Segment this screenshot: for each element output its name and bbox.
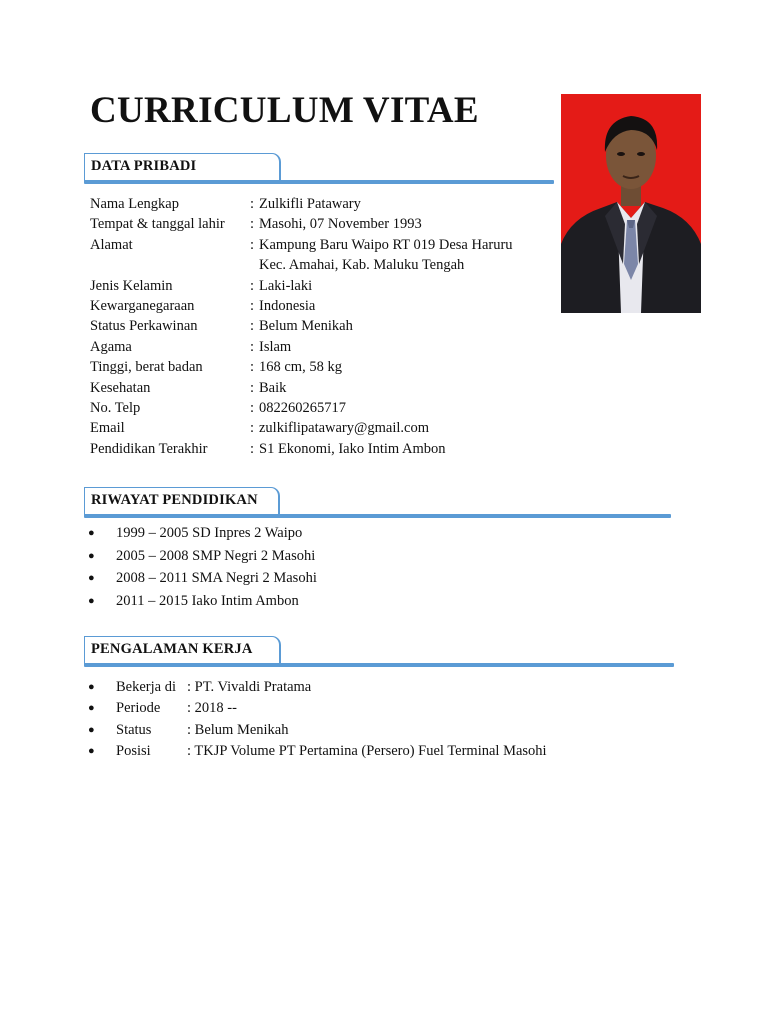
- list-item: [88, 568, 317, 591]
- row-value: Zulkifli Patawary: [259, 196, 361, 212]
- work-value: : TKJP Volume PT Pertamina (Persero) Fuel Terminal Masohi: [187, 743, 547, 760]
- personal-row-gender: [90, 276, 513, 296]
- profile-photo: [561, 94, 701, 313]
- row-colon: :: [250, 236, 255, 253]
- row-colon: :: [250, 359, 255, 376]
- row-value: S1 Ekonomi, Iako Intim Ambon: [259, 440, 446, 457]
- personal-row-education: [90, 439, 513, 459]
- row-colon: :: [250, 298, 255, 315]
- section-divider: [84, 514, 671, 518]
- row-value: Laki-laki: [259, 277, 313, 294]
- row-value: Indonesia: [259, 298, 316, 315]
- row-value: Kampung Baru Waipo RT 019 Desa Haruru: [259, 236, 513, 253]
- personal-row-nationality: [90, 296, 513, 316]
- personal-row-phone: [90, 398, 513, 418]
- row-label: Email: [90, 420, 125, 437]
- row-colon: :: [250, 196, 255, 212]
- section-divider: [84, 180, 554, 184]
- section-title-work: PENGALAMAN KERJA: [84, 636, 281, 664]
- row-value: Baik: [259, 379, 287, 396]
- personal-row-address: [90, 235, 513, 276]
- work-label: Posisi: [116, 743, 151, 760]
- list-item: [88, 523, 317, 546]
- list-item: [88, 677, 547, 698]
- section-divider: [84, 663, 674, 667]
- list-item: [88, 546, 317, 569]
- row-colon: :: [250, 216, 255, 233]
- education-entry: 2011 – 2015 Iako Intim Ambon: [116, 592, 299, 609]
- personal-row-religion: [90, 337, 513, 357]
- row-value: Masohi, 07 November 1993: [259, 216, 422, 233]
- row-value: Belum Menikah: [259, 318, 353, 335]
- personal-row-marital: [90, 316, 513, 336]
- row-label: Jenis Kelamin: [90, 277, 173, 294]
- bullet-icon: ●: [88, 681, 95, 693]
- row-colon: :: [250, 318, 255, 335]
- education-list: [88, 523, 317, 613]
- work-label: Status: [116, 721, 152, 738]
- row-label: Tinggi, berat badan: [90, 359, 203, 376]
- row-label: Pendidikan Terakhir: [90, 440, 208, 457]
- bullet-icon: ●: [88, 549, 95, 562]
- bullet-icon: ●: [88, 745, 95, 758]
- row-value: 168 cm, 58 kg: [259, 359, 342, 376]
- work-value: : PT. Vivaldi Pratama: [187, 679, 312, 695]
- row-value: zulkiflipatawary@gmail.com: [259, 420, 429, 437]
- list-item: [88, 591, 317, 614]
- row-colon: :: [250, 420, 255, 437]
- section-header-education: [84, 487, 671, 517]
- list-item: [88, 698, 547, 719]
- row-label: Nama Lengkap: [90, 196, 179, 212]
- list-item: [88, 720, 547, 741]
- work-label: Periode: [116, 700, 161, 717]
- bullet-icon: ●: [88, 527, 95, 539]
- row-colon: :: [250, 338, 255, 355]
- education-entry: 2008 – 2011 SMA Negri 2 Masohi: [116, 570, 317, 587]
- personal-row-email: [90, 418, 513, 438]
- work-value: : Belum Menikah: [187, 721, 289, 738]
- row-colon: :: [250, 379, 255, 396]
- row-value-continued: Kec. Amahai, Kab. Maluku Tengah: [259, 257, 465, 274]
- personal-row-name: [90, 194, 513, 214]
- section-title-personal: DATA PRIBADI: [84, 153, 281, 181]
- personal-data-list: [90, 194, 513, 459]
- row-colon: :: [250, 277, 255, 294]
- row-label: Tempat & tanggal lahir: [90, 216, 225, 233]
- document-title: CURRICULUM VITAE: [90, 90, 479, 131]
- section-header-personal: [84, 153, 554, 183]
- row-value: 082260265717: [259, 400, 346, 417]
- section-header-work: [84, 636, 674, 666]
- row-value: Islam: [259, 338, 292, 355]
- row-label: No. Telp: [90, 400, 141, 417]
- row-label: Agama: [90, 338, 132, 355]
- education-entry: 2005 – 2008 SMP Negri 2 Masohi: [116, 547, 316, 564]
- personal-row-height-weight: [90, 357, 513, 377]
- row-label: Alamat: [90, 236, 133, 253]
- education-entry: 1999 – 2005 SD Inpres 2 Waipo: [116, 525, 303, 541]
- bullet-icon: ●: [88, 594, 95, 607]
- row-label: Status Perkawinan: [90, 318, 198, 335]
- bullet-icon: ●: [88, 723, 95, 736]
- row-label: Kewarganegaraan: [90, 298, 195, 315]
- bullet-icon: ●: [88, 572, 95, 585]
- list-item: [88, 741, 547, 762]
- personal-row-birth: [90, 214, 513, 234]
- row-label: Kesehatan: [90, 379, 151, 396]
- row-colon: :: [250, 440, 255, 457]
- row-colon: :: [250, 400, 255, 417]
- work-label: Bekerja di: [116, 679, 176, 695]
- personal-row-health: [90, 378, 513, 398]
- work-experience-list: [88, 677, 547, 763]
- bullet-icon: ●: [88, 702, 95, 715]
- work-value: : 2018 --: [187, 700, 237, 717]
- section-title-education: RIWAYAT PENDIDIKAN: [84, 487, 280, 515]
